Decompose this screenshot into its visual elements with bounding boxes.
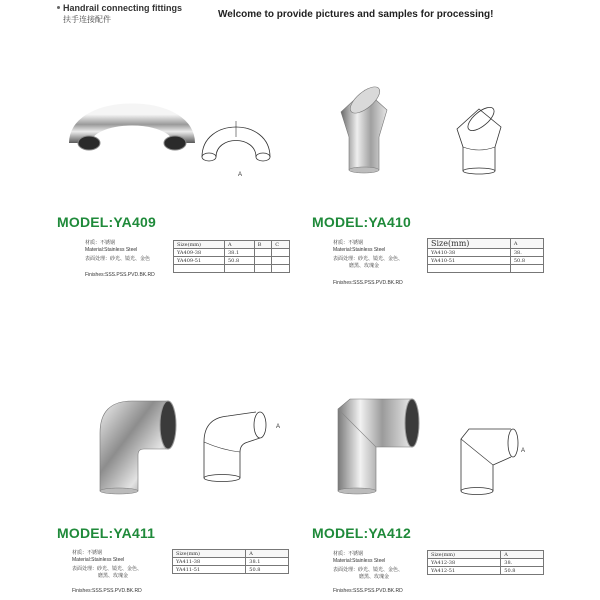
table-row [428, 567, 544, 575]
ya412-product-photo [330, 395, 430, 495]
ya411-material-en: Material:Stainless Steel [72, 557, 125, 563]
ya410-treatment-cn-2: 磨黑、玫瑰金 [349, 263, 380, 269]
ya411-product-photo [90, 393, 190, 493]
ya410-product-photo [335, 82, 395, 172]
table-row [428, 265, 544, 273]
size-cell [254, 249, 272, 257]
ya411-size-table [172, 549, 289, 574]
ya411-line-drawing [200, 408, 280, 483]
size-cell: 38.1 [246, 558, 289, 566]
ya409-material-en: Material:Stainless Steel [85, 247, 138, 253]
size-header-cell: A [246, 550, 289, 558]
size-header-cell: B [254, 241, 272, 249]
size-cell [428, 265, 511, 273]
table-row [174, 249, 290, 257]
catalog-subtitle: 扶手连接配件 [63, 15, 111, 24]
ya412-size-table [427, 550, 544, 575]
size-cell: YA411-51 [173, 566, 246, 574]
size-table-header-row [173, 550, 289, 558]
ya410-model-title: MODEL:YA410 [312, 214, 411, 230]
size-table-header-row [428, 551, 544, 559]
ya410-treatment-cn: 表面处理：砂光、镜光、金色、 [333, 256, 404, 262]
ya409-model-title: MODEL:YA409 [57, 214, 156, 230]
size-cell: 50.8 [501, 567, 544, 575]
ya409-treatment-cn: 表面处理：砂光、镜光、金色 [85, 256, 151, 262]
size-cell [254, 265, 272, 273]
size-cell: YA409-38 [174, 249, 225, 257]
ya412-material-cn: 材质：不锈钢 [333, 551, 364, 557]
size-header-cell: A [501, 551, 544, 559]
size-table-header-row [174, 241, 290, 249]
size-cell: 50.8 [246, 566, 289, 574]
ya411-treatment-cn-2: 磨黑、玫瑰金 [98, 573, 129, 579]
size-cell: 50.8 [510, 257, 543, 265]
ya412-treatment-cn-2: 磨黑、玫瑰金 [359, 574, 390, 580]
ya410-line-drawing [455, 105, 515, 175]
size-cell: 38. [510, 249, 543, 257]
size-cell [174, 265, 225, 273]
ya410-material-en: Material:Stainless Steel [333, 247, 386, 253]
table-row [428, 257, 544, 265]
size-cell: YA411-38 [173, 558, 246, 566]
ya409-finishes: Finishes:SSS.PSS.PVD.BK.RD [85, 272, 155, 278]
size-cell [272, 265, 290, 273]
size-header-cell: Size(mm) [174, 241, 225, 249]
table-row [173, 566, 289, 574]
ya411-dimension-label: A [276, 424, 281, 430]
ya409-line-drawing [198, 115, 278, 175]
size-cell [225, 265, 255, 273]
ya409-material-cn: 材质：不锈钢 [85, 240, 116, 246]
size-header-cell: A [510, 239, 543, 249]
ya409-size-table [173, 240, 290, 273]
ya411-material-cn: 材质：不锈钢 [72, 550, 103, 556]
ya412-material-en: Material:Stainless Steel [333, 558, 386, 564]
ya411-material-block [72, 550, 142, 580]
ya410-material-block [333, 240, 403, 270]
size-header-cell: Size(mm) [428, 551, 501, 559]
ya411-finishes: Finishes:SSS.PSS.PVD.BK.RD [72, 588, 142, 594]
ya411-model-title: MODEL:YA411 [57, 525, 156, 541]
ya409-dimension-label: A [238, 172, 243, 178]
ya410-size-table [427, 238, 544, 273]
table-row [173, 558, 289, 566]
size-cell: 38. [501, 559, 544, 567]
size-header-cell: C [272, 241, 290, 249]
table-row [428, 249, 544, 257]
ya410-finishes: Finishes:SSS.PSS.PVD.BK.RD [333, 280, 403, 286]
size-cell: 50.8 [225, 257, 255, 265]
size-cell: 38.1 [225, 249, 255, 257]
ya412-finishes: Finishes:SSS.PSS.PVD.BK.RD [333, 588, 403, 594]
ya412-line-drawing [455, 425, 525, 495]
welcome-banner: Welcome to provide pictures and samples for processing! [218, 9, 494, 20]
size-cell [254, 257, 272, 265]
size-cell: YA412-51 [428, 567, 501, 575]
header-bullet-icon [57, 6, 60, 9]
ya409-product-photo [72, 95, 192, 155]
catalog-title: Handrail connecting fittings [63, 3, 183, 13]
ya411-treatment-cn: 表面处理：砂光、镜光、金色、 [72, 566, 143, 572]
table-row [428, 559, 544, 567]
size-cell: YA410-51 [428, 257, 511, 265]
ya409-material-block [85, 240, 150, 263]
size-cell: YA409-51 [174, 257, 225, 265]
ya410-material-cn: 材质：不锈钢 [333, 240, 364, 246]
size-cell: YA410-38 [428, 249, 511, 257]
ya412-model-title: MODEL:YA412 [312, 525, 411, 541]
ya412-material-block [333, 551, 403, 581]
ya412-dimension-label: A [521, 448, 526, 454]
table-row [174, 265, 290, 273]
size-cell: YA412-38 [428, 559, 501, 567]
size-table-header-row [428, 239, 544, 249]
size-cell [272, 257, 290, 265]
size-header-cell: Size(mm) [173, 550, 246, 558]
ya412-treatment-cn: 表面处理：砂光、镜光、金色、 [333, 567, 404, 573]
size-cell [510, 265, 543, 273]
size-header-cell: A [225, 241, 255, 249]
size-cell [272, 249, 290, 257]
size-header-cell: Size(mm) [428, 239, 511, 249]
table-row [174, 257, 290, 265]
